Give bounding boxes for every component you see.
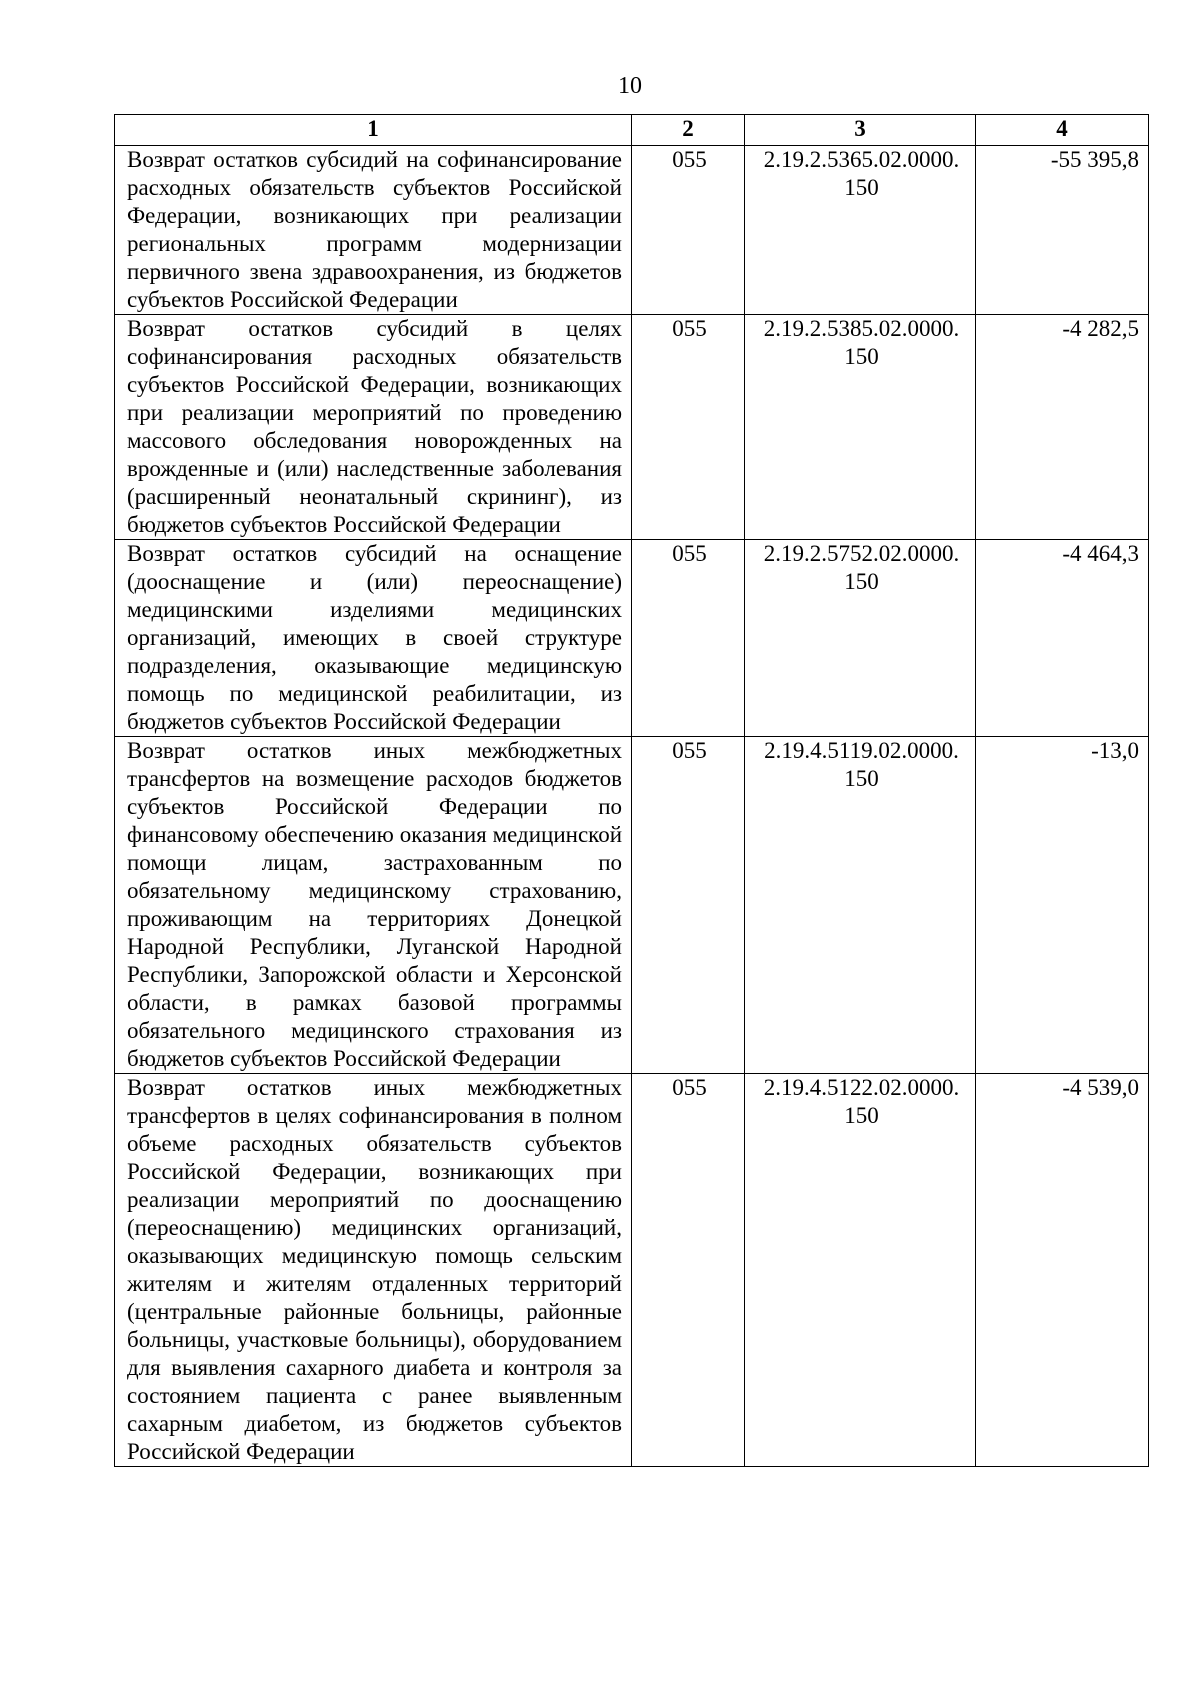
row-admin-code: 055 [632,540,745,737]
column-header-3: 3 [745,115,976,146]
row-name: Возврат остатков субсидий на софинансирование расходных обязательств субъектов Российской Федерации, возникающих при реализации региональных программ модернизации первичного звена здравоохранения, из бюджетов субъектов Российской Федерации [115,146,632,315]
column-header-1: 1 [115,115,632,146]
row-admin-code: 055 [632,146,745,315]
row-amount: -4 539,0 [976,1074,1149,1467]
header-row [115,115,1149,146]
row-kbk-code: 2.19.2.5365.02.0000. 150 [745,146,976,315]
row-name: Возврат остатков иных межбюджетных трансфертов в целях софинансирования в полном объеме расходных обязательств субъектов Российской Федерации, возникающих при реализации мероприятий по дооснащению (переоснащению) медицинских организаций, оказывающих медицинскую помощь сельским жителям и жителям отдаленных территорий (центральные районные больницы, районные больницы, участковые больницы), оборудованием для выявления сахарного диабета и контроля за состоянием пациента с ранее выявленным сахарным диабетом, из бюджетов субъектов Российской Федерации [115,1074,632,1467]
column-header-2: 2 [632,115,745,146]
table-row [115,737,1149,1074]
row-kbk-code: 2.19.4.5119.02.0000. 150 [745,737,976,1074]
page-number: 10 [618,73,642,99]
table-row [115,1074,1149,1467]
row-kbk-code: 2.19.2.5385.02.0000. 150 [745,315,976,540]
row-name: Возврат остатков иных межбюджетных трансфертов на возмещение расходов бюджетов субъектов Российской Федерации по финансовому обеспечению оказания медицинской помощи лицам, застрахованным по обязательному медицинскому страхованию, проживающим на территориях Донецкой Народной Республики, Луганской Народной Республики, Запорожской области и Херсонской области, в рамках базовой программы обязательного медицинского страхования из бюджетов субъектов Российской Федерации [115,737,632,1074]
row-admin-code: 055 [632,1074,745,1467]
table-row [115,315,1149,540]
row-name: Возврат остатков субсидий в целях софинансирования расходных обязательств субъектов Российской Федерации, возникающих при реализации мероприятий по проведению массового обследования новорожденных на врожденные и (или) наследственные заболевания (расширенный неонатальный скрининг), из бюджетов субъектов Российской Федерации [115,315,632,540]
table-row [115,540,1149,737]
row-name: Возврат остатков субсидий на оснащение (дооснащение и (или) переоснащение) медицинскими изделиями медицинских организаций, имеющих в своей структуре подразделения, оказывающие медицинскую помощь по медицинской реабилитации, из бюджетов субъектов Российской Федерации [115,540,632,737]
row-amount: -55 395,8 [976,146,1149,315]
table-row [115,146,1149,315]
row-admin-code: 055 [632,737,745,1074]
row-admin-code: 055 [632,315,745,540]
budget-table [114,114,1149,1467]
row-kbk-code: 2.19.4.5122.02.0000. 150 [745,1074,976,1467]
row-kbk-code: 2.19.2.5752.02.0000. 150 [745,540,976,737]
row-amount: -4 464,3 [976,540,1149,737]
row-amount: -13,0 [976,737,1149,1074]
row-amount: -4 282,5 [976,315,1149,540]
column-header-4: 4 [976,115,1149,146]
